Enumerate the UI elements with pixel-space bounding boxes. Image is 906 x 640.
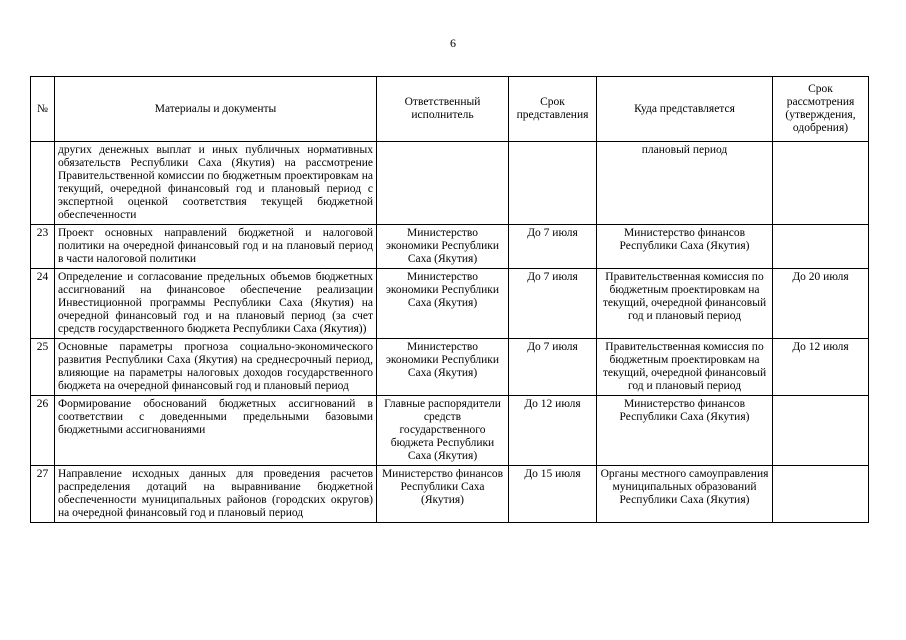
row-review bbox=[773, 142, 869, 225]
header-review: Срок рассмотрения (утверждения, одобрения) bbox=[773, 77, 869, 142]
row-recipient: Министерство финансов Республики Саха (Якутия) bbox=[597, 225, 773, 269]
header-responsible: Ответственный исполнитель bbox=[377, 77, 509, 142]
table-header-row bbox=[31, 77, 869, 142]
header-recipient: Куда представляется bbox=[597, 77, 773, 142]
row-number: 23 bbox=[31, 225, 55, 269]
page-number: 6 bbox=[450, 36, 456, 50]
row-recipient: Органы местного самоуправления муниципальных образований Республики Саха (Якутия) bbox=[597, 466, 773, 523]
schedule-table bbox=[30, 76, 869, 523]
row-review bbox=[773, 396, 869, 466]
header-num: № bbox=[31, 77, 55, 142]
row-materials: Формирование обоснований бюджетных ассигнований в соответствии с доведенными предельными базовыми бюджетными ассигнованиями bbox=[55, 396, 377, 466]
row-materials: Основные параметры прогноза социально-экономического развития Республики Саха (Якутия) на среднесрочный период, влияющие на параметры налоговых доходов государственного бюджета на очередной финансовый год и плановый период bbox=[55, 339, 377, 396]
row-materials: Проект основных направлений бюджетной и налоговой политики на очередной финансовый год и на плановый период в части налоговой политики bbox=[55, 225, 377, 269]
row-deadline bbox=[509, 142, 597, 225]
row-materials: других денежных выплат и иных публичных нормативных обязательств Республики Саха (Якутия) на рассмотрение Правительственной комиссии по бюджетным проектировкам на текущий, очередной финансовый год и плановый период с экспертной оценкой соответствия текущей бюджетной обеспеченности bbox=[55, 142, 377, 225]
row-deadline: До 15 июля bbox=[509, 466, 597, 523]
row-review: До 12 июля bbox=[773, 339, 869, 396]
row-number bbox=[31, 142, 55, 225]
table-row bbox=[31, 466, 869, 523]
header-materials: Материалы и документы bbox=[55, 77, 377, 142]
row-materials: Определение и согласование предельных объемов бюджетных ассигнований на финансовое обеспечение реализации Инвестиционной программы Республики Саха (Якутия) на очередной финансовый год и на плановый период (за счет средств государственного бюджета Республики Саха (Якутия)) bbox=[55, 269, 377, 339]
row-recipient: Правительственная комиссия по бюджетным проектировкам на текущий, очередной финансовый год и плановый период bbox=[597, 269, 773, 339]
row-responsible: Главные распорядители средств государственного бюджета Республики Саха (Якутия) bbox=[377, 396, 509, 466]
row-responsible: Министерство экономики Республики Саха (Якутия) bbox=[377, 225, 509, 269]
table-row bbox=[31, 142, 869, 225]
table-row bbox=[31, 225, 869, 269]
row-materials: Направление исходных данных для проведения расчетов распределения дотаций на выравнивание бюджетной обеспеченности муниципальных районов (городских округов) на очередной финансовый год и плановый период bbox=[55, 466, 377, 523]
row-number: 26 bbox=[31, 396, 55, 466]
row-recipient: Правительственная комиссия по бюджетным проектировкам на текущий, очередной финансовый год и плановый период bbox=[597, 339, 773, 396]
row-review: До 20 июля bbox=[773, 269, 869, 339]
row-number: 27 bbox=[31, 466, 55, 523]
row-recipient: Министерство финансов Республики Саха (Якутия) bbox=[597, 396, 773, 466]
row-number: 24 bbox=[31, 269, 55, 339]
row-responsible: Министерство экономики Республики Саха (Якутия) bbox=[377, 339, 509, 396]
row-deadline: До 7 июля bbox=[509, 269, 597, 339]
header-deadline: Срок представления bbox=[509, 77, 597, 142]
row-number: 25 bbox=[31, 339, 55, 396]
row-deadline: До 7 июля bbox=[509, 225, 597, 269]
table-row bbox=[31, 269, 869, 339]
row-responsible: Министерство экономики Республики Саха (Якутия) bbox=[377, 269, 509, 339]
row-responsible: Министерство финансов Республики Саха (Якутия) bbox=[377, 466, 509, 523]
row-responsible bbox=[377, 142, 509, 225]
row-recipient: плановый период bbox=[597, 142, 773, 225]
table-row bbox=[31, 396, 869, 466]
row-deadline: До 7 июля bbox=[509, 339, 597, 396]
row-review bbox=[773, 225, 869, 269]
row-review bbox=[773, 466, 869, 523]
row-deadline: До 12 июля bbox=[509, 396, 597, 466]
table-row bbox=[31, 339, 869, 396]
